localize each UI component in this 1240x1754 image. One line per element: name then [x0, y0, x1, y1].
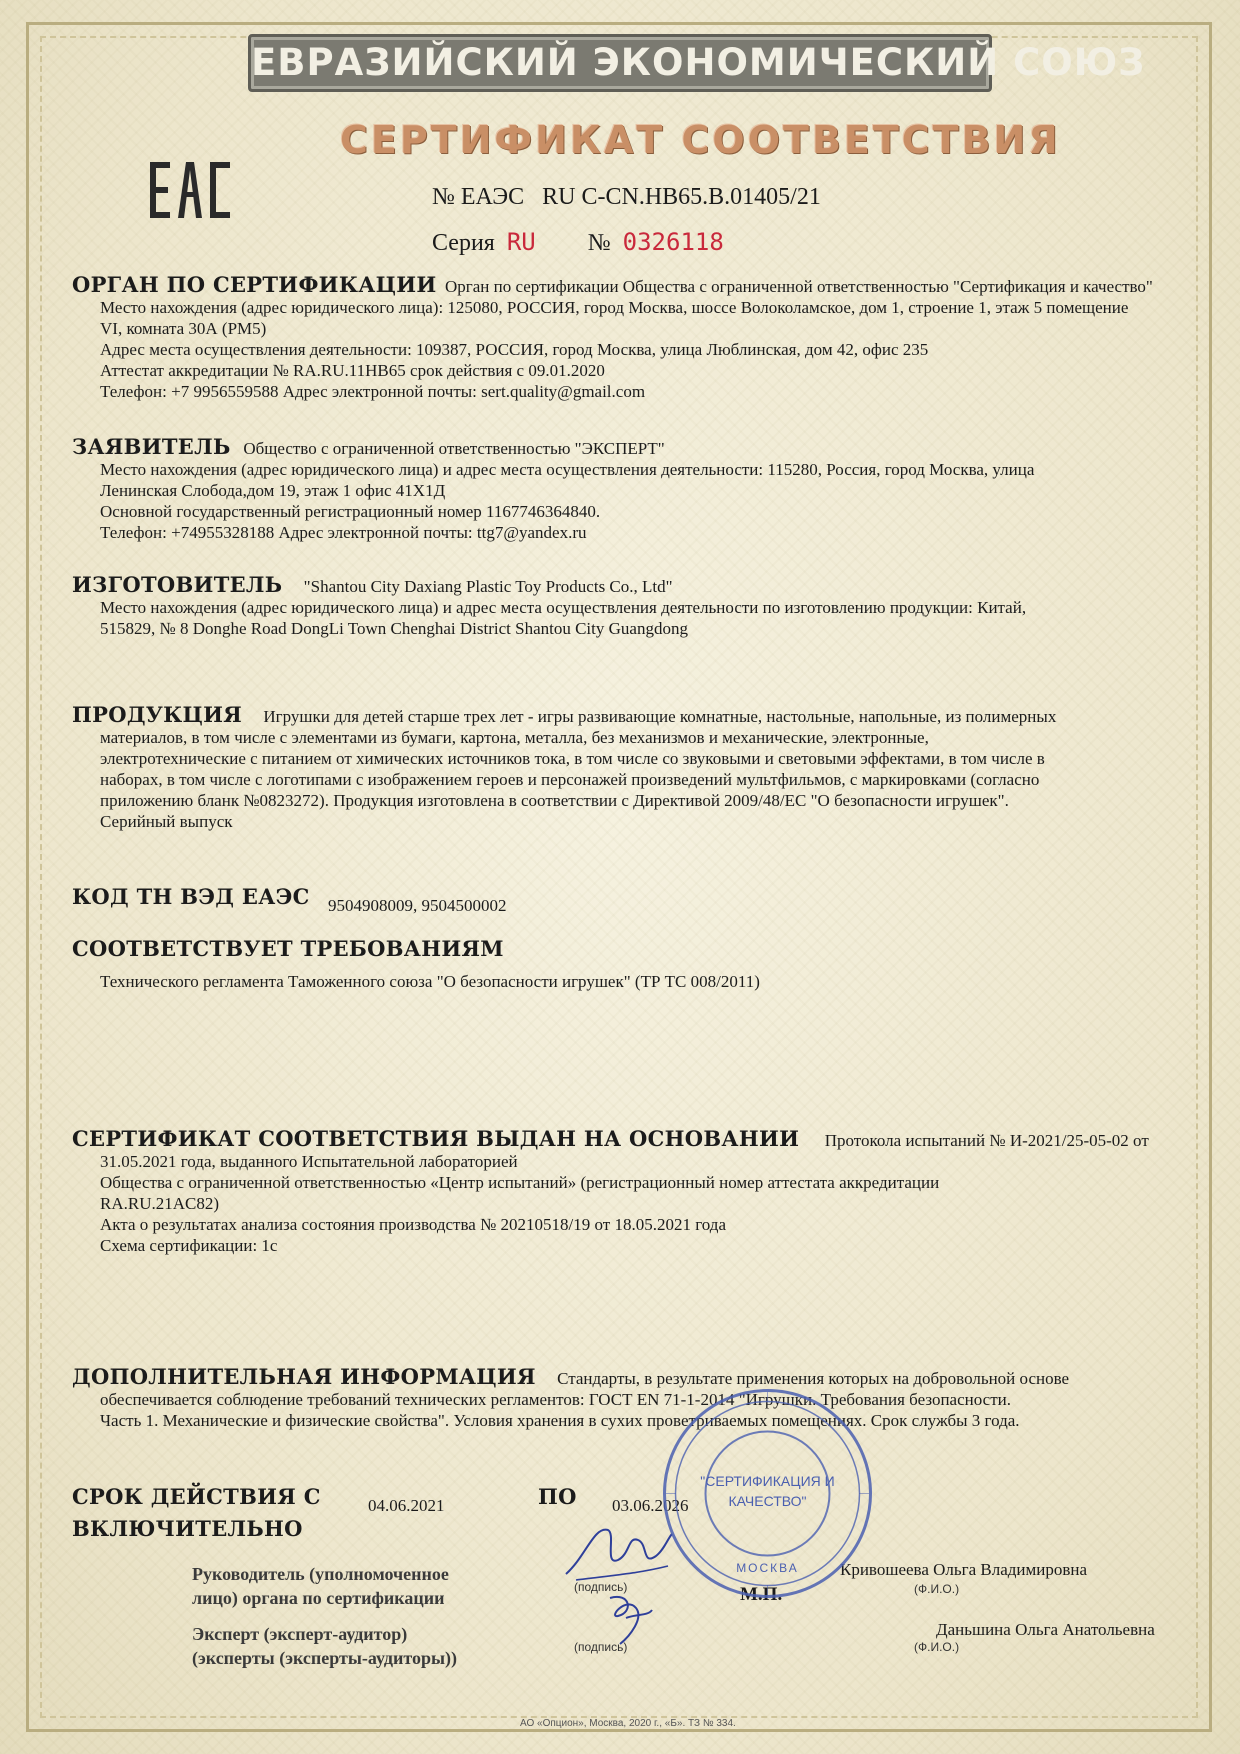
series-line [432, 228, 724, 257]
expert-signature-icon [590, 1588, 660, 1650]
certification-body-contacts: Телефон: +7 9956559588 Адрес электронной почты: sert.quality@gmail.com [100, 382, 646, 401]
validity-heading-line-2: ВКЛЮЧИТЕЛЬНО [72, 1516, 303, 1541]
head-signatory-label [192, 1562, 449, 1610]
series-value: RU [506, 228, 536, 256]
blank-number-value: 0326118 [622, 228, 724, 256]
union-banner: ЕВРАЗИЙСКИЙ ЭКОНОМИЧЕСКИЙ СОЮЗ [248, 34, 992, 92]
applicant-section [72, 436, 1034, 543]
cert-number-label: № ЕАЭС [432, 184, 525, 210]
blank-number-label: № [587, 230, 611, 256]
basis-organization: Общества с ограниченной ответственностью «Центр испытаний» (регистрационный номер аттестата аккредитации [100, 1173, 940, 1192]
expert-name: Даньшина Ольга Анатольевна [936, 1620, 1155, 1639]
stamp-city: МОСКВА [736, 1561, 799, 1575]
additional-info-heading: ДОПОЛНИТЕЛЬНАЯ ИНФОРМАЦИЯ [72, 1364, 536, 1389]
validity-heading [72, 1482, 321, 1546]
hs-code-heading [72, 884, 310, 909]
compliance-value: Технического регламента Таможенного союза "О безопасности игрушек" (ТР ТС 008/2011) [100, 972, 760, 991]
certification-body-accreditation: Аттестат аккредитации № RA.RU.11HB65 срок действия с 09.01.2020 [100, 361, 605, 380]
basis-lab: 31.05.2021 года, выданного Испытательной лабораторией [100, 1152, 518, 1171]
expert-signatory-label [192, 1622, 457, 1670]
basis-production-act: Акта о результатах анализа состояния производства № 20210518/19 от 18.05.2021 года [100, 1215, 726, 1234]
basis-protocol: Протокола испытаний № И-2021/25-05-02 от [824, 1131, 1149, 1150]
validity-to-label-text: ПО [538, 1484, 577, 1509]
head-signature-caption: (подпись) [574, 1580, 628, 1594]
product-serial: Серийный выпуск [100, 812, 233, 831]
additional-info-line-1: обеспечивается соблюдение требований технических регламентов: ГОСТ EN 71-1-2014 "Игрушки. Требования безопасности. [100, 1390, 1011, 1409]
applicant-address-1: Место нахождения (адрес юридического лица) и адрес места осуществления деятельности: 115280, Россия, город Москва, улица [100, 460, 1035, 479]
validity-heading-line-1: СРОК ДЕЙСТВИЯ С [72, 1484, 321, 1509]
stamp-inner-line-1: "СЕРТИФИКАЦИЯ И [700, 1473, 835, 1489]
head-signature-icon [556, 1516, 676, 1588]
organization-stamp-icon [660, 1386, 875, 1601]
seal-label: М.П. [740, 1584, 783, 1605]
basis-scheme: Схема сертификации: 1с [100, 1236, 278, 1255]
applicant-registration: Основной государственный регистрационный номер 1167746364840. [100, 502, 601, 521]
manufacturer-address-1: Место нахождения (адрес юридического лица) и адрес места осуществления деятельности по изготовлению продукции: Китай, [100, 598, 1027, 617]
manufacturer-name: "Shantou City Daxiang Plastic Toy Products Co., Ltd" [303, 577, 673, 596]
product-description-3: электротехнические с питанием от химических источников тока, в том числе со звуковыми и световыми эффектами, в том числе в [100, 749, 1045, 768]
head-label-line-1: Руководитель (уполномоченное [192, 1564, 449, 1584]
certification-body-address-2: VI, комната 30А (РМ5) [100, 319, 267, 338]
expert-signature-caption: (подпись) [574, 1640, 628, 1654]
manufacturer-address-2: 515829, № 8 Donghe Road DongLi Town Chenghai District Shantou City Guangdong [100, 619, 688, 638]
product-description-2: материалов, в том числе с элементами из бумаги, картона, металла, без механизмов и механические, электронные, [100, 728, 929, 747]
certification-body-name: Орган по сертификации Общества с ограниченной ответственностью "Сертификация и качество" [445, 277, 1153, 296]
expert-label-line-2: (эксперты (эксперты-аудиторы)) [192, 1648, 458, 1668]
product-heading: ПРОДУКЦИЯ [72, 702, 243, 727]
applicant-address-2: Ленинская Слобода,дом 19, этаж 1 офис 41Х1Д [100, 481, 446, 500]
manufacturer-section [72, 574, 1026, 639]
manufacturer-heading: ИЗГОТОВИТЕЛЬ [72, 572, 283, 597]
product-description-5: приложению бланк №0823272). Продукция изготовлена в соответствии с Директивой 2009/48/ЕС "О безопасности игрушек". [100, 791, 1009, 810]
basis-accreditation: RA.RU.21AC82) [100, 1194, 220, 1213]
series-label: Серия [432, 230, 495, 256]
validity-to-label [538, 1484, 577, 1509]
cert-number-value: RU C-CN.HB65.B.01405/21 [542, 184, 821, 210]
eac-logo-icon [150, 160, 232, 220]
head-fio-caption: (Ф.И.О.) [914, 1582, 960, 1596]
certificate-number [432, 184, 821, 211]
basis-section [72, 1128, 1149, 1256]
certification-body-heading: ОРГАН ПО СЕРТИФИКАЦИИ [72, 272, 437, 297]
certification-body-section [72, 274, 1153, 402]
additional-info-line-2: Часть 1. Механические и физические свойства". Условия хранения в сухих проветриваемых помещениях. Срок службы 3 года. [100, 1411, 1020, 1430]
validity-to: 03.06.2026 [612, 1496, 689, 1515]
printer-imprint: АО «Опцион», Москва, 2020 г., «Б». ТЗ № 334. [520, 1718, 736, 1729]
hs-code-value: 9504908009, 9504500002 [328, 896, 507, 915]
hs-code-heading-text: КОД ТН ВЭД ЕАЭС [72, 884, 310, 909]
validity-from: 04.06.2021 [368, 1496, 445, 1515]
product-section [72, 704, 1056, 832]
expert-label-line-1: Эксперт (эксперт-аудитор) [192, 1624, 408, 1644]
certificate-title: СЕРТИФИКАТ СООТВЕТСТВИЯ [340, 118, 1061, 162]
stamp-inner-line-2: КАЧЕСТВО" [728, 1493, 807, 1509]
certification-body-activity-address: Адрес места осуществления деятельности: 109387, РОССИЯ, город Москва, улица Люблинская, дом 42, офис 235 [100, 340, 929, 359]
certification-body-address-1: Место нахождения (адрес юридического лица): 125080, РОССИЯ, город Москва, шоссе Волоколамское, дом 1, строение 1, этаж 5 помещение [100, 298, 1129, 317]
compliance-heading [72, 936, 504, 961]
additional-info-standards: Стандарты, в результате применения которых на добровольной основе [557, 1369, 1070, 1388]
applicant-heading: ЗАЯВИТЕЛЬ [72, 434, 231, 459]
additional-info-section [72, 1366, 1069, 1431]
applicant-contacts: Телефон: +74955328188 Адрес электронной почты: ttg7@yandex.ru [100, 523, 587, 542]
product-description-1: Игрушки для детей старше трех лет - игры развивающие комнатные, настольные, напольные, из полимерных [263, 707, 1057, 726]
expert-fio-caption: (Ф.И.О.) [914, 1640, 960, 1654]
head-name: Кривошеева Ольга Владимировна [840, 1560, 1088, 1579]
head-label-line-2: лицо) органа по сертификации [192, 1588, 445, 1608]
compliance-heading-text: СООТВЕТСТВУЕТ ТРЕБОВАНИЯМ [72, 936, 504, 961]
basis-heading: СЕРТИФИКАТ СООТВЕТСТВИЯ ВЫДАН НА ОСНОВАНИИ [72, 1126, 800, 1151]
product-description-4: наборах, в том числе с логотипами с изображением героев и персонажей произведений мультфильмов, с маркировками (согласно [100, 770, 1040, 789]
applicant-name: Общество с ограниченной ответственностью "ЭКСПЕРТ" [243, 439, 665, 458]
